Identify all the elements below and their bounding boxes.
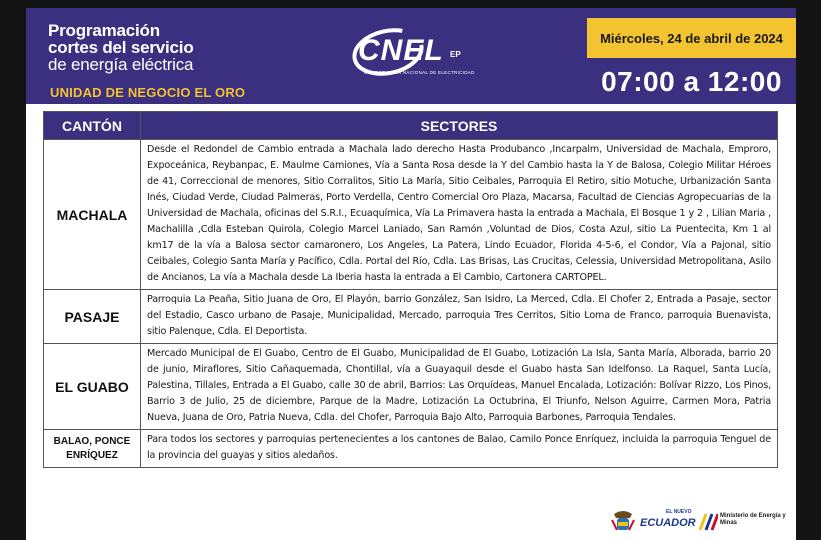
date-badge [587, 18, 796, 58]
ministry-label: Ministerio de Energía y Minas [720, 513, 786, 526]
title-line-3: de energía eléctrica [48, 55, 194, 74]
column-header-canton: CANTÓN [44, 112, 141, 140]
sectors-cell: Mercado Municipal de El Guabo, Centro de El Guabo, Municipalidad de El Guabo, Lotización La Isla, Santa María, Alborada, barrio 20 de junio, Miraflores, Sitio Cañaquemada, Chontillal, vía a Guayaquil desde el Guabo hasta San Idelfonso. La Raquel, Santa Lucía, Palestina, Tillales, Entrada a El Guabo, calle 30 de abril, Barrios: Las Orquídeas, Manuel Encalada, Lotización: Bolívar Rizzo, Los Pinos, Barrio 3 de Julio, 25 de diciembre, Parque de la Madre, Lotización La Octubrina, El Triunfo, Nelson Aguirre, Carmen Mora, Patria Nueva, Juana de Oro, Patria Nueva, Cdla. del Chofer, Parroquia Bajo Alto, Parroquia Barbones, Parroquia Tendales. [141, 344, 778, 430]
table-header-row [44, 112, 778, 140]
table-row [44, 140, 778, 290]
title-line-2: cortes del servicio [48, 38, 194, 57]
ecuador-brand-text: ECUADOR [640, 517, 696, 529]
title-block [48, 22, 194, 73]
cnel-logo-subtitle: CORPORACIÓN NACIONAL DE ELECTRICIDAD [364, 70, 475, 75]
canton-cell: EL GUABO [44, 344, 141, 430]
time-range: 07:00 a 12:00 [601, 66, 782, 97]
sectors-cell: Desde el Redondel de Cambio entrada a Machala lado derecho Hasta Produbanco ,Incarpalm, Universidad de Machala, Emproro, Expoceánica, Reybanpac, E. Maulme Camiones, Vía a Santa Rosa desde la Y del Cambio hasta la Y de Balosa, Colegio Militar Héroes de 41, Correccional de menores, Sitio Corralitos, Sitio La María, Sitio Ceibales, Parroquia El Retiro, sitio Motuche, Urbanización Santa Inés, Ciudad Verde, Ciudad Palmeras, Porto Verdella, Centro Comercial Oro Plaza, Macarsa, Facultad de Ciencias Agropecuarias de la Universidad de Machala, oficinas del S.R.I., Ecuaquímica, Vía La Primavera hasta la entrada a Machala, El Bosque 1 y 2 , Lilian Maria , Machalilla ,Cdla Esteban Quirola, Colegio Marcel Laniado, San Ramón ,Voluntad de Dios, Costa Azul, sitio La Puentecita, Km 1 al km17 de la vía a Balosa sector camaronero, Los Angeles, La Patera, Lindo Ecuador, Florida 4-5-6, el Condor, Vía a Pajonal, sitio Ceibales, Colegio Santa María y Pacífico, Cdla. Portal del Río, Cdla. Las Brisas, Las Crucitas, Celessia, Universidad Metropolitana, Asilo de Ancianos, La vía a Machala desde La Iberia hasta la entrada a El Cambio, Cartonera CARTOPEL. [141, 140, 778, 290]
column-header-sectors: SECTORES [141, 112, 778, 140]
business-unit-label: UNIDAD DE NEGOCIO EL ORO [50, 85, 246, 100]
coat-of-arms-icon [610, 508, 636, 536]
footer-logos [608, 508, 796, 536]
schedule-sheet [26, 8, 796, 540]
title-line-1: Programación [48, 21, 160, 40]
table-row [44, 344, 778, 430]
canton-cell: MACHALA [44, 140, 141, 290]
sectors-cell: Parroquia La Peaña, Sitio Juana de Oro, El Playón, barrio González, San Isidro, La Merced, Cdla. El Chofer 2, Entrada a Pasaje, sector del Estadio, Casco urbano de Pasaje, Municipalidad, Mercado, parroquia Tres Cerritos, Sitio Loma de Franco, parroquia Buenavista, sitio Palenque, Cdla. El Deportista. [141, 290, 778, 344]
cnel-logo [338, 26, 488, 86]
canton-cell: PASAJE [44, 290, 141, 344]
sectors-cell: Para todos los sectores y parroquias pertenecientes a los cantones de Balao, Camilo Ponce Enríquez, incluida la parroquia Tenguel de la provincia del guayas y sitios aledaños. [141, 430, 778, 468]
table-row [44, 290, 778, 344]
flag-stripes-icon [696, 512, 718, 532]
header-banner [26, 8, 796, 104]
table-row [44, 430, 778, 468]
canton-cell: BALAO, PONCE ENRÍQUEZ [44, 430, 141, 468]
el-nuevo-label: EL NUEVO [666, 509, 692, 515]
schedule-table [43, 111, 778, 468]
date-text: Miércoles, 24 de abril de 2024 [600, 30, 783, 46]
cnel-logo-text: CNEL [358, 34, 444, 67]
cnel-logo-ep: EP [450, 50, 461, 59]
